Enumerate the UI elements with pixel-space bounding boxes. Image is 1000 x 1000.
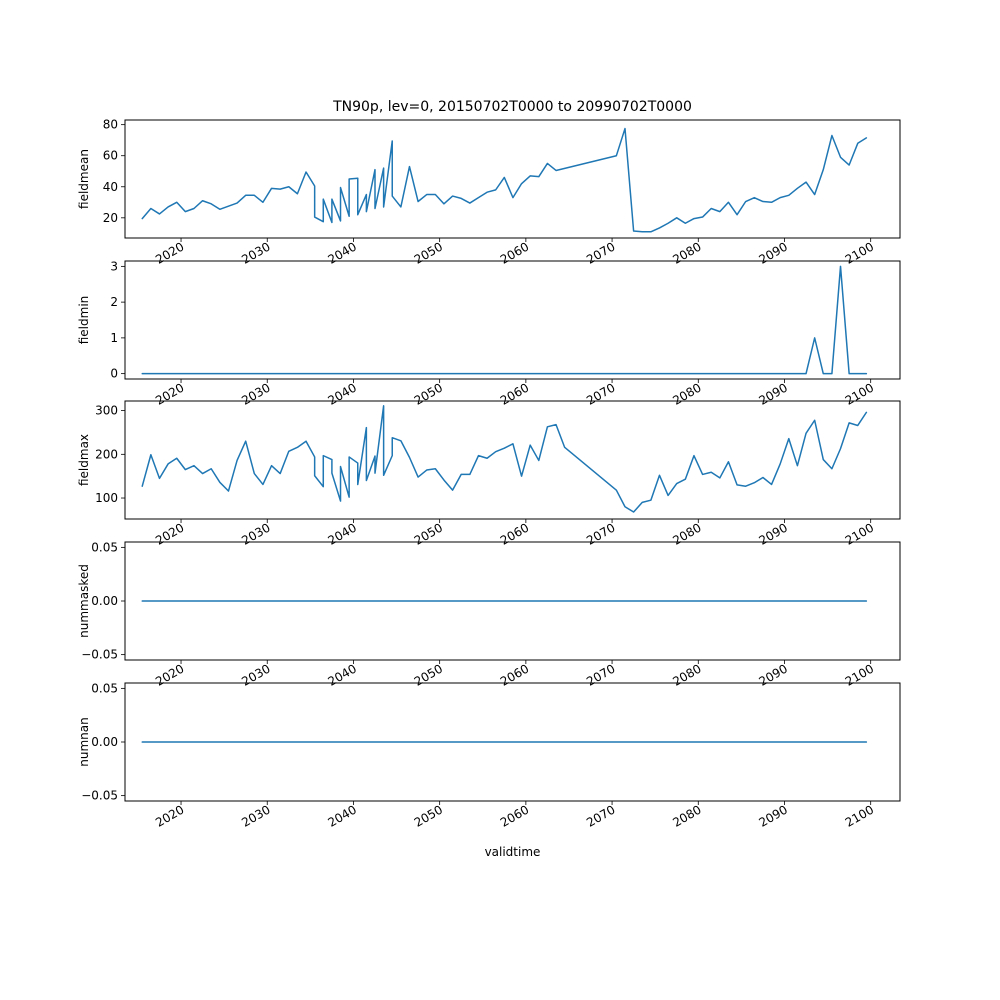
y-tick-label: −0.05 (81, 647, 118, 662)
x-tick-label: 2020 (153, 661, 187, 689)
x-tick-label: 2100 (842, 520, 877, 548)
y-tick-label: 200 (95, 447, 118, 462)
x-tick-label: 2030 (239, 520, 273, 548)
x-tick-label: 2070 (584, 520, 618, 548)
x-tick-label: 2090 (756, 239, 790, 267)
x-tick-label: 2040 (325, 380, 359, 408)
y-tick-label: 1 (110, 330, 118, 345)
y-tick-label: 100 (95, 491, 118, 506)
y-tick-label: 0.05 (91, 681, 118, 696)
x-tick-label: 2020 (153, 239, 187, 267)
y-tick-label: 0.00 (91, 594, 118, 608)
x-tick-label: 2080 (670, 380, 704, 408)
y-axis-label: fieldmax (77, 433, 91, 487)
x-tick-label: 2070 (584, 802, 618, 830)
y-axis-label: nummasked (77, 564, 91, 638)
chart-title: TN90p, lev=0, 20150702T0000 to 20990702T0000 (333, 99, 692, 115)
y-tick-label: 2 (110, 295, 118, 310)
x-tick-label: 2030 (239, 380, 273, 408)
x-tick-label: 2090 (756, 520, 790, 548)
x-tick-label: 2050 (411, 661, 446, 689)
x-tick-label: 2070 (584, 661, 618, 689)
y-axis-label: numnan (77, 717, 91, 767)
y-tick-label: 300 (95, 403, 118, 418)
x-tick-label: 2100 (842, 239, 877, 267)
y-tick-label: 0.00 (91, 735, 118, 749)
x-tick-label: 2040 (325, 661, 359, 689)
x-tick-label: 2060 (497, 380, 532, 408)
x-tick-label: 2060 (497, 802, 532, 830)
x-tick-label: 2060 (497, 661, 532, 689)
x-tick-label: 2060 (497, 520, 532, 548)
y-axis-label: fieldmin (77, 295, 91, 345)
x-tick-label: 2030 (239, 239, 273, 267)
x-tick-label: 2080 (670, 239, 704, 267)
x-tick-label: 2090 (756, 380, 790, 408)
x-tick-label: 2020 (153, 380, 187, 408)
x-tick-label: 2090 (756, 661, 790, 689)
y-tick-label: 80 (102, 117, 118, 132)
x-tick-label: 2100 (842, 661, 877, 689)
x-tick-label: 2090 (756, 802, 790, 830)
x-tick-label: 2050 (411, 802, 446, 830)
y-tick-label: 0 (110, 366, 118, 381)
x-tick-label: 2080 (670, 802, 704, 830)
y-axis-label: fieldmean (77, 149, 91, 209)
x-tick-label: 2050 (411, 239, 446, 267)
y-tick-label: −0.05 (81, 788, 118, 803)
x-tick-label: 2070 (584, 380, 618, 408)
x-tick-label: 2080 (670, 661, 704, 689)
x-tick-label: 2050 (411, 380, 446, 408)
x-tick-label: 2030 (239, 661, 273, 689)
x-tick-label: 2060 (497, 239, 532, 267)
x-tick-label: 2030 (239, 802, 273, 830)
x-tick-label: 2070 (584, 239, 618, 267)
x-tick-label: 2050 (411, 520, 446, 548)
y-tick-label: 60 (102, 148, 118, 163)
x-axis-label: validtime (484, 845, 541, 859)
x-tick-label: 2100 (842, 802, 877, 830)
x-tick-label: 2080 (670, 520, 704, 548)
x-tick-label: 2020 (153, 520, 187, 548)
y-tick-label: 20 (102, 210, 118, 225)
x-tick-label: 2040 (325, 239, 359, 267)
x-tick-label: 2100 (842, 380, 877, 408)
y-tick-label: 3 (110, 259, 118, 274)
y-tick-label: 40 (102, 179, 118, 194)
x-tick-label: 2020 (153, 802, 187, 830)
x-tick-label: 2040 (325, 520, 359, 548)
x-tick-label: 2040 (325, 802, 359, 830)
y-tick-label: 0.05 (91, 540, 118, 555)
